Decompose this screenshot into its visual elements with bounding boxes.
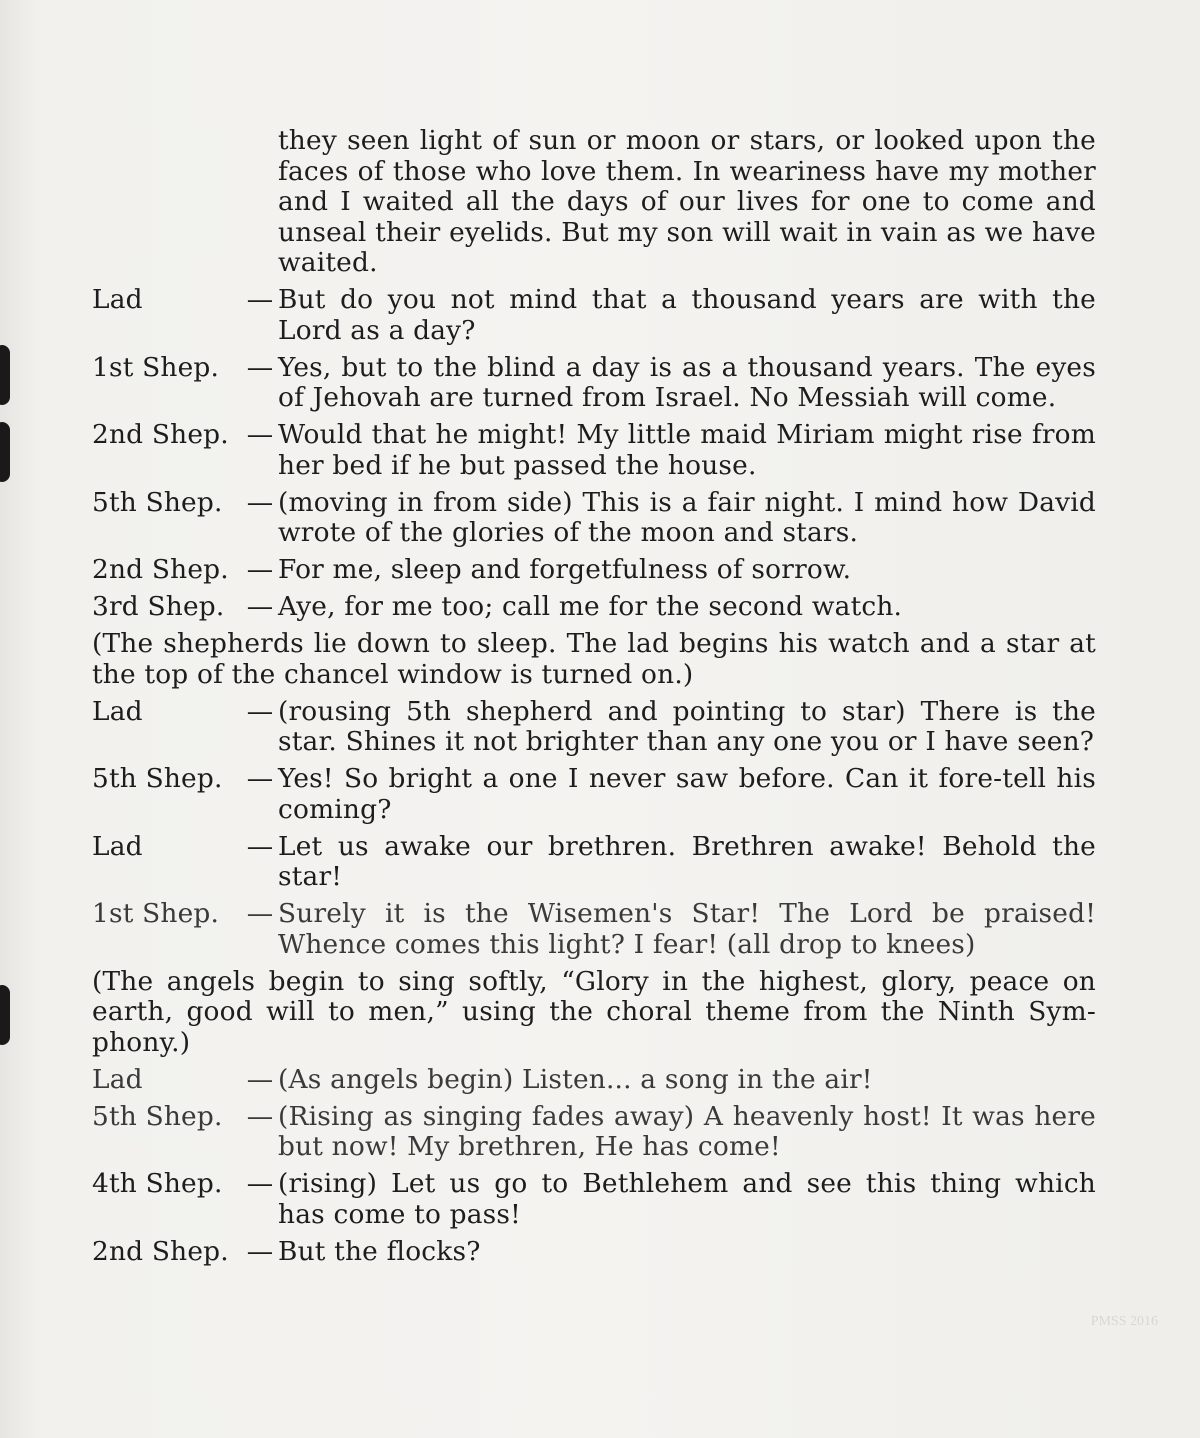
speech-text: Yes, but to the blind a day is as a thousand years. The eyes of Jehovah are turned from Israel. No Messiah will come. xyxy=(278,351,1096,413)
binding-hole xyxy=(0,345,10,405)
speech-text: Let us awake our brethren. Brethren awake! Behold the star! xyxy=(278,830,1096,892)
speech-text: (Rising as singing fades away) A heavenly host! It was here but now! My brethren, He has come! xyxy=(278,1100,1096,1162)
dash: — xyxy=(246,1168,274,1199)
speaker-name: 2nd Shep. xyxy=(92,1235,229,1267)
speech-text: Yes! So bright a one I never saw before. Can it fore-tell his coming? xyxy=(278,763,1096,825)
dash: — xyxy=(246,695,274,727)
speech-text: (As angels begin) Listen... a song in the air! xyxy=(278,1063,873,1095)
dash: — xyxy=(246,1063,274,1095)
dialogue-line xyxy=(92,488,1096,549)
dialogue-line xyxy=(92,420,1096,481)
speech-text: But the flocks? xyxy=(278,1235,481,1267)
speaker-name: 1st Shep. xyxy=(92,898,220,929)
binding-hole xyxy=(0,985,10,1045)
speech-text: Would that he might! My little maid Miriam might rise from her bed if he but passed the house. xyxy=(278,419,1096,481)
speech-text: (rising) Let us go to Bethlehem and see this thing which has come to pass! xyxy=(278,1168,1096,1230)
continued-speech: they seen light of sun or moon or stars, or looked upon the faces of those who love them. In weariness have my mother and I waited all the days of our lives for one to come and unseal their eyelids. But my son will wait in vain as we have waited. xyxy=(278,125,1096,278)
dialogue-line xyxy=(92,285,1096,346)
speaker-name: 5th Shep. xyxy=(92,486,223,518)
dash: — xyxy=(246,830,274,862)
stage-direction: (The angels begin to sing softly, “Glory in the highest, glory, peace on earth, good will to men,” using the choral theme from the Ninth Sym-phony.) xyxy=(92,965,1096,1058)
speaker-name: 4th Shep. xyxy=(92,1168,223,1199)
speaker-name: Lad xyxy=(92,1063,143,1095)
dash: — xyxy=(246,284,274,315)
dash: — xyxy=(246,1235,274,1267)
dialogue-line xyxy=(92,764,1096,825)
stage-direction: (The shepherds lie down to sleep. The lad begins his watch and a star at the top of the chancel window is turned on.) xyxy=(92,628,1096,690)
speech-text: But do you not mind that a thousand years are with the Lord as a day? xyxy=(278,284,1096,346)
dialogue-line xyxy=(92,697,1096,758)
speaker-name: 1st Shep. xyxy=(92,351,220,383)
speaker-name: 2nd Shep. xyxy=(92,554,229,585)
speech-text: Surely it is the Wisemen's Star! The Lord be praised! Whence comes this light? I fear! (all drop to knees) xyxy=(278,898,1096,960)
dash: — xyxy=(246,1100,274,1132)
speaker-name: Lad xyxy=(92,830,143,862)
dialogue-line xyxy=(92,1169,1096,1230)
dialogue-line xyxy=(92,353,1096,414)
binding-hole xyxy=(0,422,10,482)
archive-stamp: PMSS 2016 xyxy=(1090,1314,1158,1329)
speech-text: Aye, for me too; call me for the second watch. xyxy=(278,591,903,622)
dash: — xyxy=(246,763,274,794)
speech-text: (rousing 5th shepherd and pointing to star) There is the star. Shines it not brighter than any one you or I have seen? xyxy=(278,695,1096,757)
speaker-name: 5th Shep. xyxy=(92,1100,223,1132)
dash: — xyxy=(246,486,274,518)
dash: — xyxy=(246,591,274,622)
dash: — xyxy=(246,554,274,585)
dialogue-line xyxy=(92,555,1096,586)
speaker-name: 5th Shep. xyxy=(92,763,223,794)
dialogue-line xyxy=(92,899,1096,960)
speaker-name: 3rd Shep. xyxy=(92,591,225,622)
script-text xyxy=(92,126,1096,1267)
speaker-name: 2nd Shep. xyxy=(92,419,229,450)
dialogue-line xyxy=(92,1065,1096,1096)
dialogue-line xyxy=(92,1102,1096,1163)
dialogue-line xyxy=(92,1237,1096,1268)
speaker-name: Lad xyxy=(92,284,143,315)
speech-text: For me, sleep and forgetfulness of sorrow. xyxy=(278,554,852,585)
dash: — xyxy=(246,351,274,383)
speaker-name: Lad xyxy=(92,695,143,727)
dialogue-line xyxy=(92,832,1096,893)
dialogue-line xyxy=(92,592,1096,623)
dash: — xyxy=(246,898,274,929)
speech-text: (moving in from side) This is a fair night. I mind how David wrote of the glories of the moon and stars. xyxy=(278,486,1096,548)
dash: — xyxy=(246,419,274,450)
